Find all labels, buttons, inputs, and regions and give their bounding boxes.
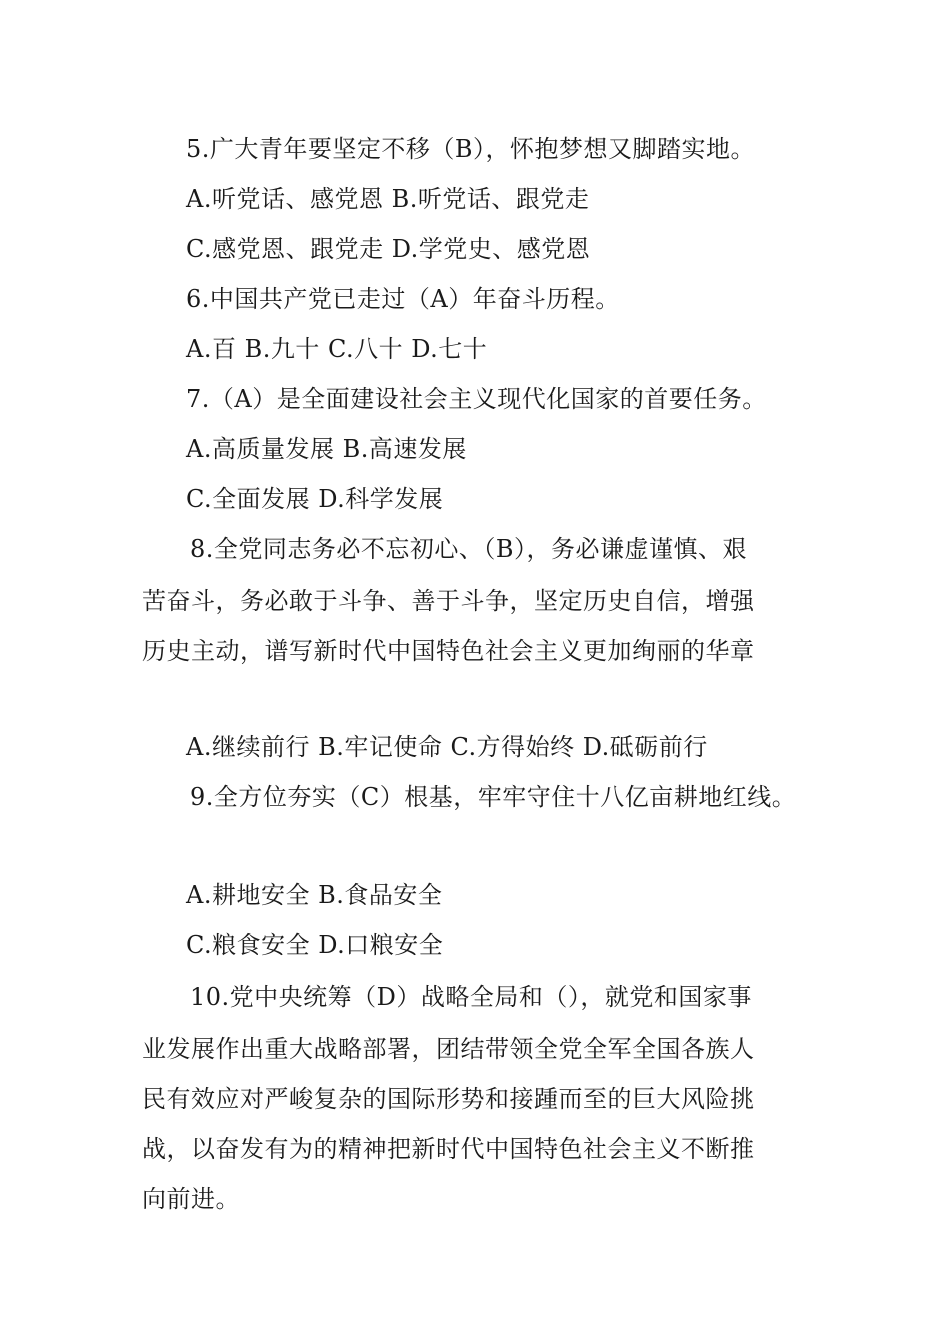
question-9: 9.全方位夯实（C）根基，牢牢守住十八亿亩耕地红线。 [190,783,797,811]
question-5-options-ab: A.听党话、感党恩 B.听党话、跟党走 [186,185,590,213]
question-10-continued-2: 民有效应对严峻复杂的国际形势和接踵而至的巨大风险挑 [142,1085,755,1113]
question-8: 8.全党同志务必不忘初心、（B），务必谦虚谨慎、艰 [190,535,748,563]
question-10-continued-3: 战，以奋发有为的精神把新时代中国特色社会主义不断推 [142,1135,755,1163]
question-5-options-cd: C.感党恩、跟党走 D.学党史、感党恩 [186,235,591,263]
question-9-options-cd: C.粮食安全 D.口粮安全 [186,931,444,959]
question-8-continued-2: 历史主动，谱写新时代中国特色社会主义更加绚丽的华章 [142,637,755,665]
question-10-continued-4: 向前进。 [142,1185,240,1213]
question-7-options-cd: C.全面发展 D.科学发展 [186,485,444,513]
question-6-options: A.百 B.九十 C.八十 D.七十 [186,335,488,363]
question-5: 5.广大青年要坚定不移（B），怀抱梦想又脚踏实地。 [186,135,756,163]
question-7-options-ab: A.高质量发展 B.高速发展 [186,435,467,463]
question-8-options: A.继续前行 B.牢记使命 C.方得始终 D.砥砺前行 [186,733,708,761]
question-10: 10.党中央统筹（D）战略全局和（），就党和国家事 [190,983,752,1011]
question-7: 7.（A）是全面建设社会主义现代化国家的首要任务。 [186,385,767,413]
question-10-continued-1: 业发展作出重大战略部署，团结带领全党全军全国各族人 [142,1035,755,1063]
question-6: 6.中国共产党已走过（A）年奋斗历程。 [186,285,620,313]
question-9-options-ab: A.耕地安全 B.食品安全 [186,881,443,909]
question-8-continued-1: 苦奋斗，务必敢于斗争、善于斗争，坚定历史自信，增强 [142,587,755,615]
